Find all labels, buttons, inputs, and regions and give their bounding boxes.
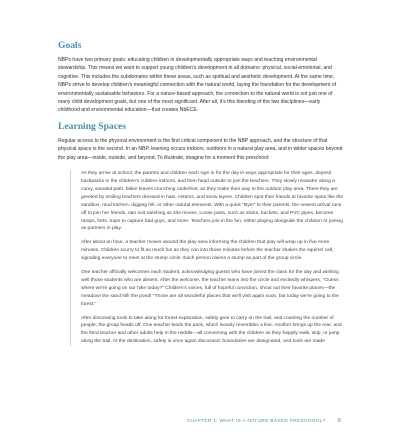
goals-paragraph: NBPs have two primary goals: educating children in developmentally appropriate ways and teaching environmental stewardship. This means we want to support young children's development in all domains: physical, social-emotional, and cognitive. This includes the subdomains within these areas, such as spiritual and aesthetic development. At the same time, NBPs strive to develop children's meaningful connection with the natural world, laying the foundation for the development of environmentally sustainable behaviors. For a nature-based approach, the connection to the natural world is not just one of many child development goals, but one of the most significant. After all, it's this blending of the two disciplines—early childhood and environmental education—that creates NbECE. xyxy=(58,57,337,114)
running-chapter-title: CHAPTER 1: WHAT IS A NATURE-BASED PRESCHOOL? xyxy=(186,418,326,424)
page-content xyxy=(58,34,343,352)
quote-paragraph: As they arrive at school, the parents and children each sign in for the day in ways appropriate for their ages, deposit backpacks in the children's cubbies indoors, and then head outside to join the teachers. They slowly meander along a curvy, wooded path, fallen leaves crunching underfoot, as they make their way to the outdoor play area. There they are greeted by smiling teachers dressed in hats, mittens, and snow layers. Children spot their friends at favorite spots like the sandbox, mud kitchen, digging hill, or other natural elements. With a quick "Bye!" to their parents, the newest arrival runs off to join her friends, rain suit swishing as she moves. Loose parts, such as sticks, buckets, and PVC pipes, become ramps, forts, traps to capture bad guys, and more. Teachers join in the fun, either playing alongside the children or joining as partners in play. xyxy=(81,171,344,232)
learning-spaces-paragraph: Regular access to the physical environment is the first critical component to the NBP approach, and the structure of that physical space is the second. In an NBP, learning occurs indoors, outdoors in a natural play area, and in wilder spaces beyond the play area—inside, outside, and beyond. To illustrate, imagine for a moment this preschool: xyxy=(58,137,343,161)
quote-paragraph: One teacher officially welcomes each student, acknowledging guests who have joined the class for the day and wishing well those students who are absent. After the welcome, the teacher leans into the circle and excitedly whispers, "Guess where we're going on our hike today?" Children's voices, full of hopeful conviction, shout out their favorite places—the meadow! the sand hill! the pond! "Those are all wonderful places that we'll visit again soon, but today we're going to the forest." xyxy=(81,270,339,307)
block-quote xyxy=(70,170,344,346)
section-heading-learning-spaces: Learning Spaces xyxy=(58,120,126,132)
section-heading-goals: Goals xyxy=(58,40,82,51)
quote-paragraph: After discussing tools to take along for forest exploration, safety gear to carry on the trail, and counting the number of people, the group heads off. One teacher leads the pack, which loosely resembles a line. Another brings up the rear, and the third teacher and other adults help in the middle—all conversing with the children as they happily walk, skip, or jump along the trail. At the destination, safety is once again discussed; boundaries are designated, and tools are made xyxy=(81,315,342,345)
page-footer xyxy=(187,418,341,424)
page-number: 9 xyxy=(337,418,341,424)
quote-paragraph: After about an hour, a teacher moves around the play area informing the children that play will wrap up in five more minutes. Children scurry to fit as much fun as they can into those minutes before the teacher shakes the squirrel call, signaling everyone to meet at the stump circle. Each person claims a stump as part of the group circle. xyxy=(81,240,334,262)
